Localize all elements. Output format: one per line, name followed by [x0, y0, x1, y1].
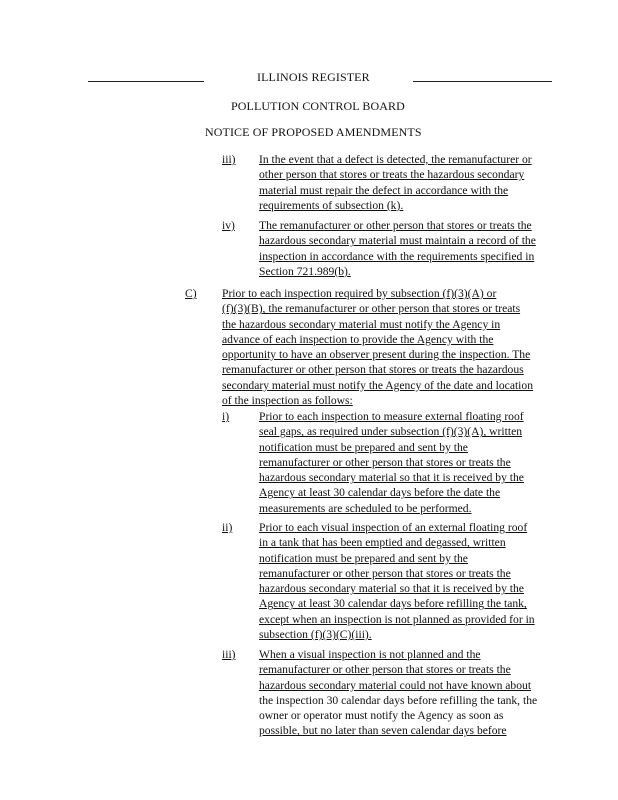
header-rule-right: [413, 81, 552, 82]
text-line: Prior to each visual inspection of an external floating roof: [259, 521, 528, 534]
text-line: Prior to each inspection to measure external floating roof: [259, 410, 524, 423]
text-line: in a tank that has been emptied and degassed, written: [259, 536, 506, 550]
text-line: In the event that a defect is detected, the remanufacturer or: [259, 153, 532, 166]
text-line: notification must be prepared and sent by the: [259, 440, 468, 454]
text-line: The remanufacturer or other person that stores or treats the: [259, 219, 532, 232]
text-line: material must repair the defect in accordance with the: [259, 183, 509, 197]
text-line: hazardous secondary material so that it is received by the: [259, 471, 524, 485]
text-line: except when an inspection is not planned as provided for in: [259, 612, 535, 626]
text-line: hazardous secondary material could not have known about: [259, 678, 532, 692]
item-text: [222, 286, 533, 408]
text-line: measurements are scheduled to be performed.: [259, 501, 472, 515]
item-text: [259, 218, 536, 279]
text-line: owner or operator must notify the Agency as soon as: [259, 709, 504, 723]
text-line: of the inspection as follows:: [222, 394, 353, 408]
text-line: advance of each inspection to provide the Agency with the: [222, 332, 494, 346]
item-text: [259, 152, 532, 213]
text-line: the inspection 30 calendar days before refilling the tank, the: [259, 693, 538, 707]
item-label: iii): [222, 648, 236, 661]
board-title: POLLUTION CONTROL BOARD: [231, 99, 405, 113]
item-text: [259, 647, 537, 739]
text-line: remanufacturer or other person that stores or treats the hazardous: [222, 363, 524, 377]
text-line: Agency at least 30 calendar days before the date the: [259, 486, 501, 500]
text-line: possible, but no later than seven calendar days before: [259, 724, 507, 738]
text-line: opportunity to have an observer present during the inspection. The: [222, 348, 531, 362]
text-line: Section 721.989(b).: [259, 264, 351, 278]
text-line: Agency at least 30 calendar days before refilling the tank,: [259, 597, 527, 611]
header-rule-left: [88, 81, 204, 82]
text-line: inspection in accordance with the requirements specified in: [259, 249, 535, 263]
text-line: notification must be prepared and sent by the: [259, 551, 468, 565]
text-line: requirements of subsection (k).: [259, 198, 404, 212]
item-label: ii): [222, 521, 233, 534]
item-label: C): [185, 287, 197, 300]
text-line: (f)(3)(B), the remanufacturer or other person that stores or treats: [222, 302, 521, 316]
item-label: iv): [222, 219, 235, 232]
text-line: remanufacturer or other person that stores or treats the: [259, 566, 511, 580]
text-line: remanufacturer or other person that stores or treats the: [259, 455, 511, 469]
text-line: When a visual inspection is not planned and the: [259, 648, 481, 661]
text-line: hazardous secondary material so that it is received by the: [259, 582, 524, 596]
text-line: remanufacturer or other person that stores or treats the: [259, 663, 511, 677]
text-line: secondary material must notify the Agency of the date and location: [222, 378, 533, 392]
notice-title: NOTICE OF PROPOSED AMENDMENTS: [205, 125, 422, 139]
text-line: Prior to each inspection required by subsection (f)(3)(A) or: [222, 287, 497, 300]
text-line: subsection (f)(3)(C)(iii).: [259, 628, 372, 642]
text-line: the hazardous secondary material must notify the Agency in: [222, 317, 501, 331]
item-label: iii): [222, 153, 236, 166]
item-label: i): [222, 410, 230, 423]
item-text: [259, 409, 524, 516]
text-line: other person that stores or treats the hazardous secondary: [259, 168, 525, 182]
text-line: seal gaps, as required under subsection (f)(3)(A), written: [259, 425, 523, 439]
text-line: hazardous secondary material must maintain a record of the: [259, 234, 536, 248]
item-text: [259, 520, 535, 642]
register-title: ILLINOIS REGISTER: [257, 70, 370, 84]
